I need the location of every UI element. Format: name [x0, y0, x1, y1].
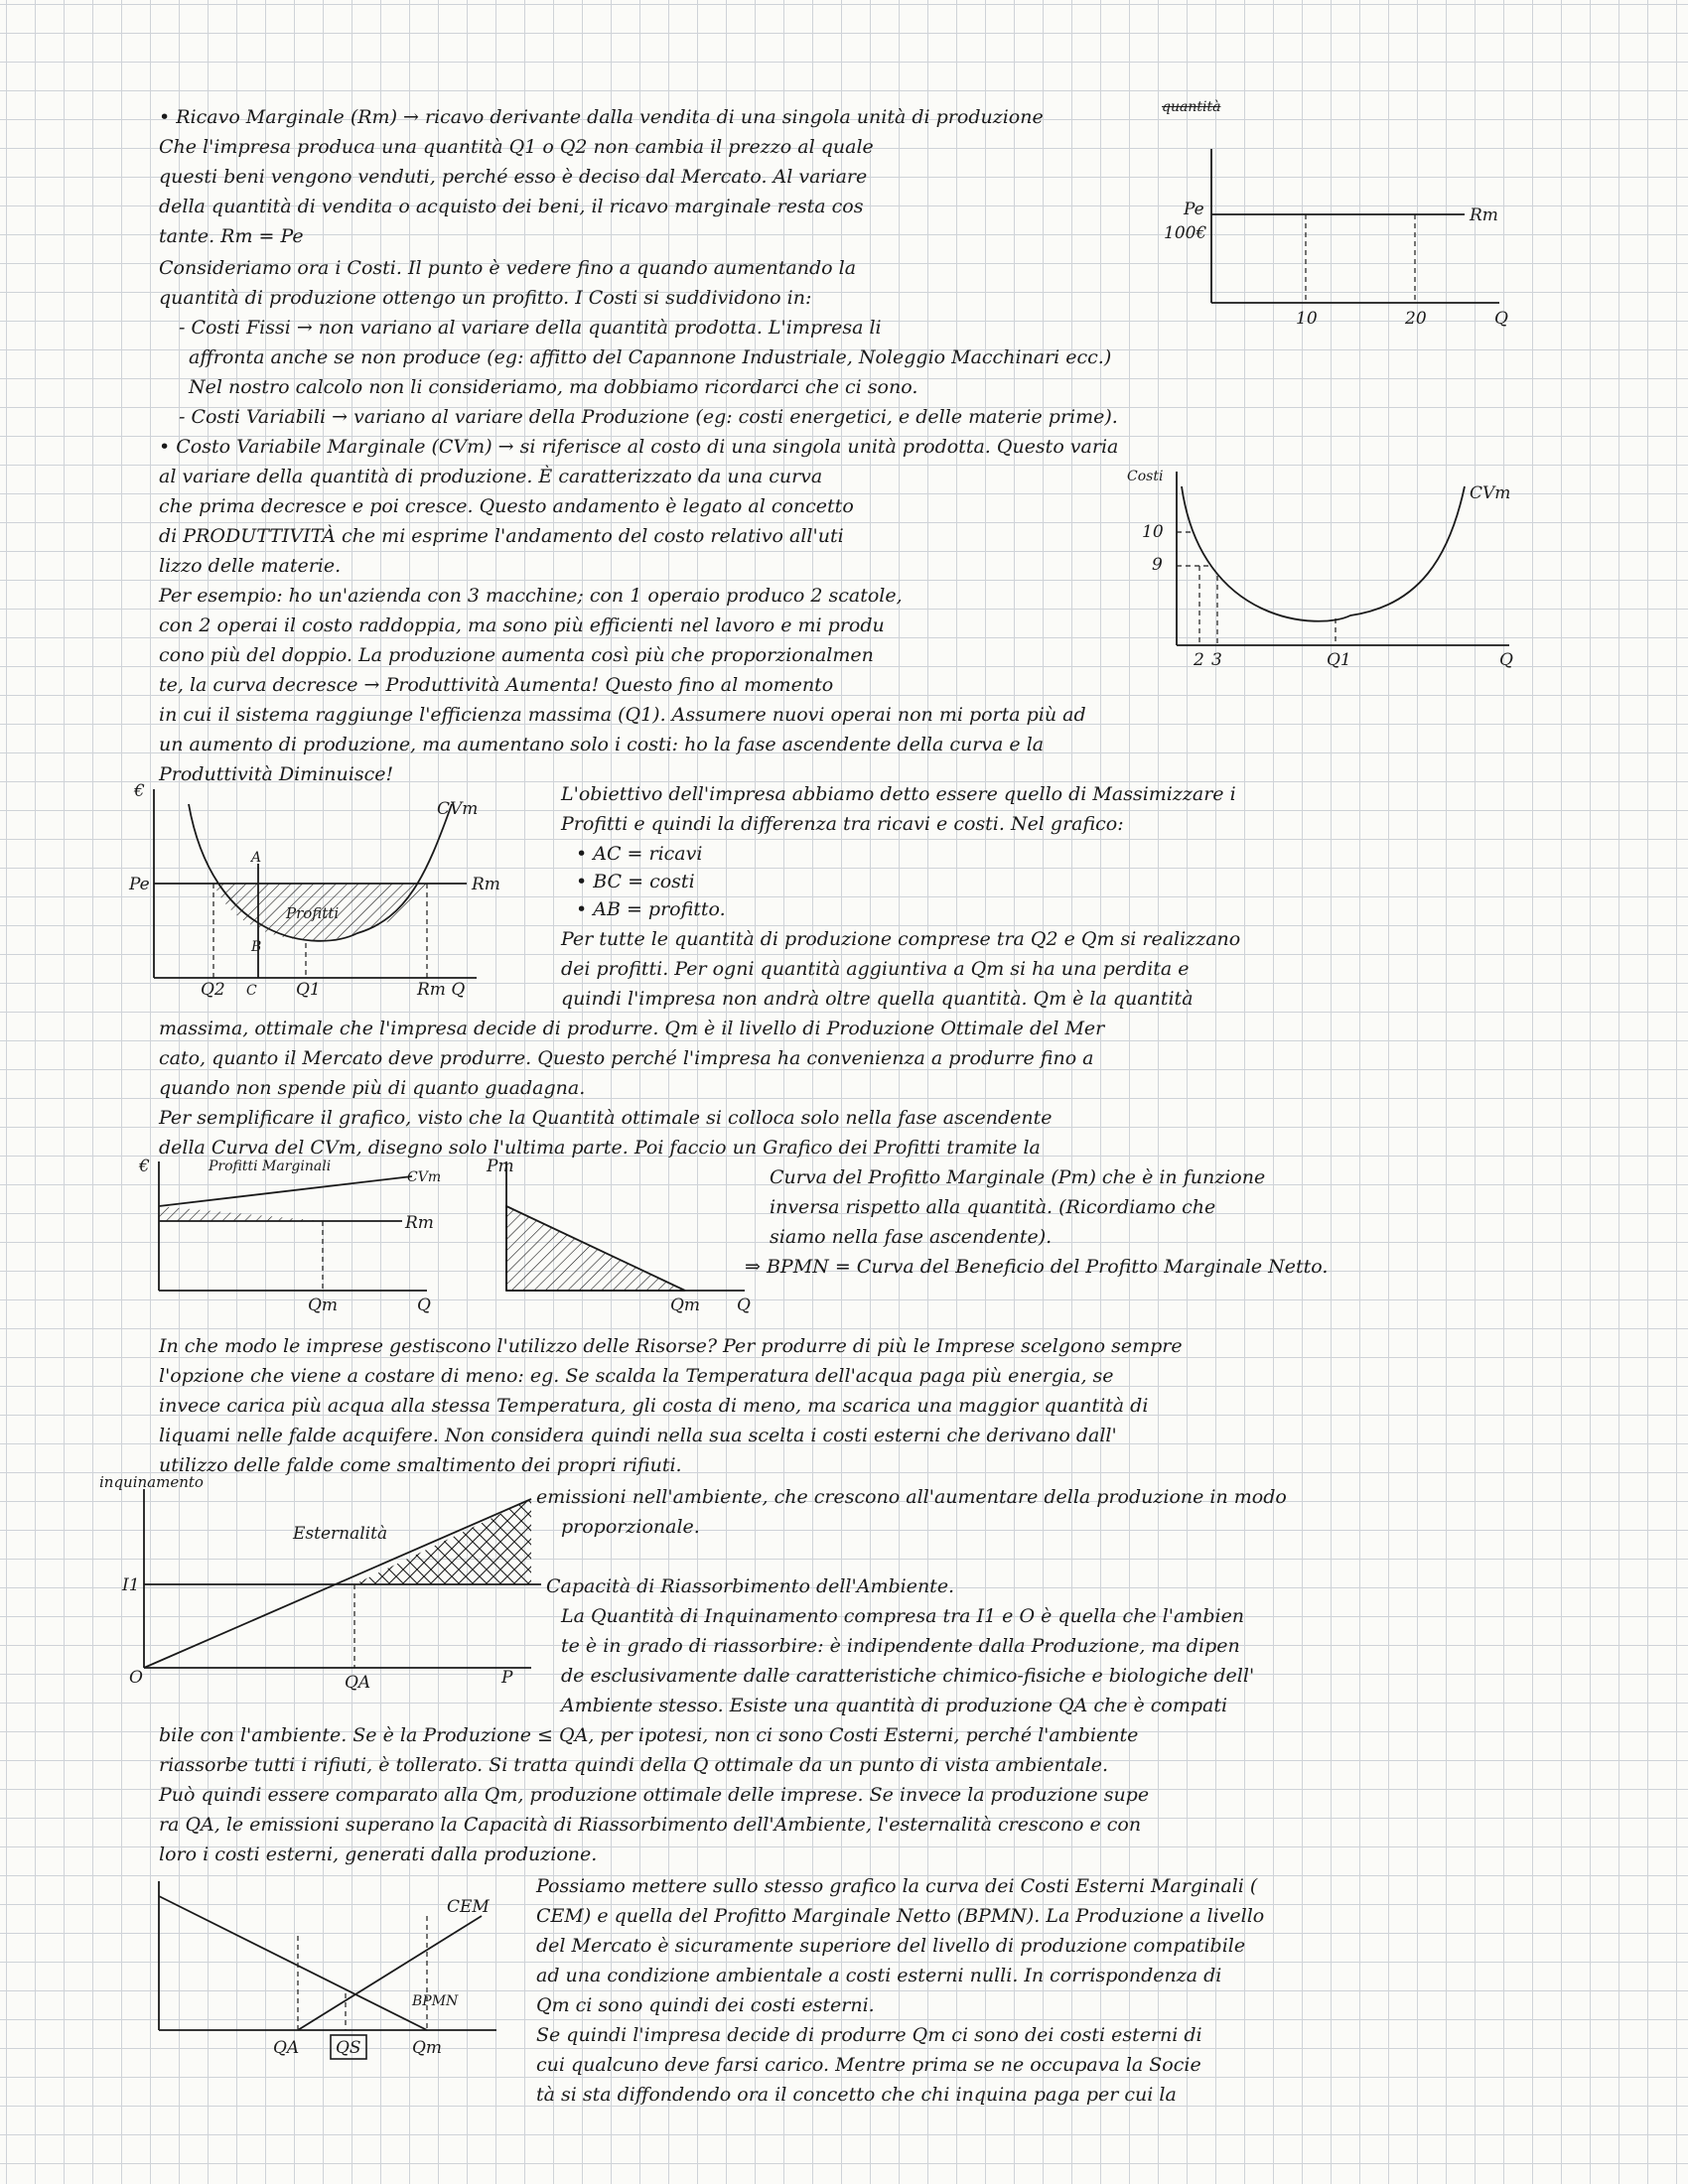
graph3-y-label: €: [134, 781, 145, 801]
graph4-tick-qm: Qm: [308, 1296, 339, 1315]
line-58: Possiamo mettere sullo stesso grafico la curva dei Costi Esterni Marginali (: [536, 1875, 1258, 1897]
line-61: ad una condizione ambientale a costi esterni nulli. In corrispondenza di: [536, 1965, 1222, 1986]
line-4: della quantità di vendita o acquisto dei beni, il ricavo marginale resta cos: [159, 196, 864, 217]
line-30: dei profitti. Per ogni quantità aggiuntiva a Qm si ha una perdita e: [561, 958, 1190, 980]
line-7: quantità di produzione ottengo un profitto. I Costi si suddividono in:: [159, 287, 812, 309]
line-55: Può quindi essere comparato alla Qm, produzione ottimale delle imprese. Se invece la produzione supe: [159, 1784, 1150, 1806]
line-26: • AC = ricavi: [576, 843, 703, 865]
graph1-tick-20: 20: [1405, 309, 1427, 329]
line-23: Produttività Diminuisce!: [159, 763, 394, 785]
graph1-y-label: Pe: [1184, 200, 1204, 219]
graph2-tick-q1: Q1: [1327, 650, 1351, 670]
graph7-tick-qm: Qm: [412, 2038, 443, 2058]
graph3-point-b: B: [251, 939, 262, 955]
line-47: proporzionale.: [561, 1516, 700, 1538]
line-22: un aumento di produzione, ma aumentano solo i costi: ho la fase ascendente della curva e la: [159, 734, 1045, 755]
graph3-cvm-label: CVm: [437, 799, 479, 819]
line-44: liquami nelle falde acquifere. Non considera quindi nella sua scelta i costi esterni che derivano dall': [159, 1425, 1117, 1446]
graph5-tick-qm: Qm: [670, 1296, 701, 1315]
line-64: cui qualcuno deve farsi carico. Mentre prima se ne occupava la Socie: [536, 2054, 1201, 2076]
line-24: L'obiettivo dell'impresa abbiamo detto essere quello di Massimizzare i: [561, 783, 1236, 805]
graph2-x-label: Q: [1499, 650, 1513, 670]
line-31: quindi l'impresa non andrà oltre quella quantità. Qm è la quantità: [561, 988, 1194, 1010]
line-49: La Quantità di Inquinamento compresa tra I1 e O è quella che l'ambien: [561, 1605, 1245, 1627]
graph6-area-label: Esternalità: [293, 1524, 388, 1544]
line-18: con 2 operai il costo raddoppia, ma sono più efficienti nel lavoro e mi produ: [159, 614, 885, 636]
line-1: • Ricavo Marginale (Rm) → ricavo derivante dalla vendita di una singola unità di produzione: [159, 106, 1044, 128]
line-20: te, la curva decresce → Produttività Aumenta! Questo fino al momento: [159, 674, 834, 696]
graph3-point-c: C: [246, 983, 257, 999]
graph4-rm-label: Rm: [405, 1213, 434, 1233]
line-6: Consideriamo ora i Costi. Il punto è vedere fino a quando aumentando la: [159, 257, 857, 279]
line-3: questi beni vengono venduti, perché esso è deciso dal Mercato. Al variare: [159, 166, 868, 188]
line-11: - Costi Variabili → variano al variare della Produzione (eg: costi energetici, e delle materie prime).: [179, 406, 1118, 428]
line-52: Ambiente stesso. Esiste una quantità di produzione QA che è compati: [561, 1695, 1228, 1716]
line-16: lizzo delle materie.: [159, 555, 342, 577]
line-45: utilizzo delle falde come smaltimento dei propri rifiuti.: [159, 1454, 682, 1476]
line-17: Per esempio: ho un'azienda con 3 macchine; con 1 operaio produco 2 scatole,: [159, 585, 903, 607]
graph3-tick-q1: Q1: [296, 980, 321, 1000]
graph2-tick-9: 9: [1152, 555, 1163, 575]
graph3-tick-qm: Rm Q: [417, 980, 466, 1000]
line-54: riassorbe tutti i rifiuti, è tollerato. Si tratta quindi della Q ottimale da un punto di vista ambientale.: [159, 1754, 1109, 1776]
graph-costo-variabile-marginale: [1122, 467, 1519, 695]
graph1-curve-label: Rm: [1470, 205, 1498, 225]
graph7-tick-qa: QA: [273, 2038, 300, 2058]
graph7-bpmn-label: BPMN: [412, 1993, 459, 2009]
graph6-level-label: I1: [122, 1575, 140, 1595]
graph4-cvm-label: CVm: [407, 1169, 442, 1185]
line-15: di PRODUTTIVITÀ che mi esprime l'andamento del costo relativo all'uti: [159, 525, 844, 547]
line-13: al variare della quantità di produzione. È caratterizzato da una curva: [159, 466, 823, 487]
graph-ricavo-marginale: [1164, 139, 1509, 338]
line-10: Nel nostro calcolo non li consideriamo, ma dobbiamo ricordarci che ci sono.: [189, 376, 918, 398]
graph3-rm-label: Rm: [472, 875, 500, 894]
graph5-y-label: Pm: [487, 1157, 514, 1176]
graph2-y-label: Costi: [1127, 469, 1164, 484]
line-60: del Mercato è sicuramente superiore del livello di produzione compatibile: [536, 1935, 1246, 1957]
line-43: invece carica più acqua alla stessa Temperatura, gli costa di meno, ma scarica una maggior quantità di: [159, 1395, 1149, 1417]
line-27: • BC = costi: [576, 871, 695, 892]
line-28: • AB = profitto.: [576, 898, 726, 920]
graph2-tick-2: 2: [1194, 650, 1204, 670]
graph-inquinamento: [99, 1473, 541, 1693]
graph4-annotation: Profitti Marginali: [209, 1159, 332, 1174]
line-29: Per tutte le quantità di produzione comprese tra Q2 e Qm si realizzano: [561, 928, 1241, 950]
line-21: in cui il sistema raggiunge l'efficienza massima (Q1). Assumere nuovi operai non mi porta più ad: [159, 704, 1086, 726]
graph2-tick-3: 3: [1211, 650, 1222, 670]
graph6-x-label: P: [501, 1668, 513, 1688]
line-59: CEM) e quella del Profitto Marginale Netto (BPMN). La Produzione a livello: [536, 1905, 1265, 1927]
line-65: tà si sta diffondendo ora il concetto che chi inquina paga per cui la: [536, 2084, 1177, 2106]
line-56: ra QA, le emissioni superano la Capacità di Riassorbimento dell'Ambiente, l'esternalità crescono e con: [159, 1814, 1142, 1836]
graph2-tick-10: 10: [1142, 522, 1164, 542]
graph6-origin: O: [129, 1668, 143, 1688]
line-39: siamo nella fase ascendente).: [770, 1226, 1053, 1248]
graph1-x-label: Q: [1494, 309, 1508, 329]
line-35: Per semplificare il grafico, visto che la Quantità ottimale si colloca solo nella fase ascendente: [159, 1107, 1053, 1129]
graph-profitto-marginale: [477, 1157, 765, 1315]
graph1-tick-10: 10: [1296, 309, 1318, 329]
graph-profitti: [109, 781, 526, 1013]
graph3-price-label: Pe: [129, 875, 150, 894]
line-63: Se quindi l'impresa decide di produrre Qm ci sono dei costi esterni di: [536, 2024, 1202, 2046]
line-14: che prima decresce e poi cresce. Questo andamento è legato al concetto: [159, 495, 854, 517]
line-41: In che modo le imprese gestiscono l'utilizzo delle Risorse? Per produrre di più le Imprese scelgono sempre: [159, 1335, 1183, 1357]
line-42: l'opzione che viene a costare di meno: eg. Se scalda la Temperatura dell'acqua paga più energia, se: [159, 1365, 1114, 1387]
graph3-tick-q2: Q2: [201, 980, 225, 1000]
line-40: ⇒ BPMN = Curva del Beneficio del Profitto Marginale Netto.: [745, 1256, 1329, 1278]
line-46: emissioni nell'ambiente, che crescono all'aumentare della produzione in modo: [536, 1486, 1287, 1508]
line-48: Capacità di Riassorbimento dell'Ambiente.: [546, 1575, 955, 1597]
line-33: cato, quanto il Mercato deve produrre. Questo perché l'impresa ha convenienza a produrre fino a: [159, 1047, 1094, 1069]
line-38: inversa rispetto alla quantità. (Ricordiamo che: [770, 1196, 1216, 1218]
line-5: tante. Rm = Pe: [159, 225, 304, 247]
graph4-x-label: Q: [417, 1296, 431, 1315]
line-53: bile con l'ambiente. Se è la Produzione ≤ QA, per ipotesi, non ci sono Costi Esterni, perché l'ambiente: [159, 1724, 1139, 1746]
strike-word: quantità: [1162, 99, 1221, 115]
line-34: quando non spende più di quanto guadagna.: [159, 1077, 586, 1099]
graph3-area-label: Profitti: [286, 904, 340, 922]
graph7-tick-qs: QS: [336, 2038, 361, 2058]
graph6-tick-qa: QA: [345, 1673, 371, 1693]
graph-profitti-marginali: [129, 1157, 447, 1315]
graph1-y-value: 100€: [1164, 223, 1207, 243]
graph5-x-label: Q: [737, 1296, 751, 1315]
graph3-point-a: A: [251, 850, 262, 866]
line-51: de esclusivamente dalle caratteristiche chimico-fisiche e biologiche dell': [561, 1665, 1255, 1687]
line-19: cono più del doppio. La produzione aumenta così più che proporzionalmen: [159, 644, 874, 666]
line-32: massima, ottimale che l'impresa decide di produrre. Qm è il livello di Produzione Ottimale del Mer: [159, 1018, 1105, 1039]
line-12: • Costo Variabile Marginale (CVm) → si riferisce al costo di una singola unità prodotta. Questo varia: [159, 436, 1119, 458]
line-57: loro i costi esterni, generati dalla produzione.: [159, 1843, 598, 1865]
graph2-curve-label: CVm: [1470, 483, 1511, 503]
graph6-y-label: inquinamento: [99, 1473, 204, 1491]
line-36: della Curva del CVm, disegno solo l'ultima parte. Poi faccio un Grafico dei Profitti tramite la: [159, 1137, 1041, 1159]
line-62: Qm ci sono quindi dei costi esterni.: [536, 1994, 875, 2016]
line-8: - Costi Fissi → non variano al variare della quantità prodotta. L'impresa li: [179, 317, 882, 339]
line-9: affronta anche se non produce (eg: affitto del Capannone Industriale, Noleggio Macchinari ecc.): [189, 346, 1112, 368]
line-37: Curva del Profitto Marginale (Pm) che è in funzione: [770, 1166, 1266, 1188]
graph-cem-bpmn: [149, 1876, 506, 2065]
line-2: Che l'impresa produca una quantità Q1 o Q2 non cambia il prezzo al quale: [159, 136, 874, 158]
line-50: te è in grado di riassorbire: è indipendente dalla Produzione, ma dipen: [561, 1635, 1240, 1657]
line-25: Profitti e quindi la differenza tra ricavi e costi. Nel grafico:: [561, 813, 1124, 835]
graph7-cem-label: CEM: [447, 1897, 490, 1917]
graph4-y-label: €: [139, 1157, 150, 1176]
